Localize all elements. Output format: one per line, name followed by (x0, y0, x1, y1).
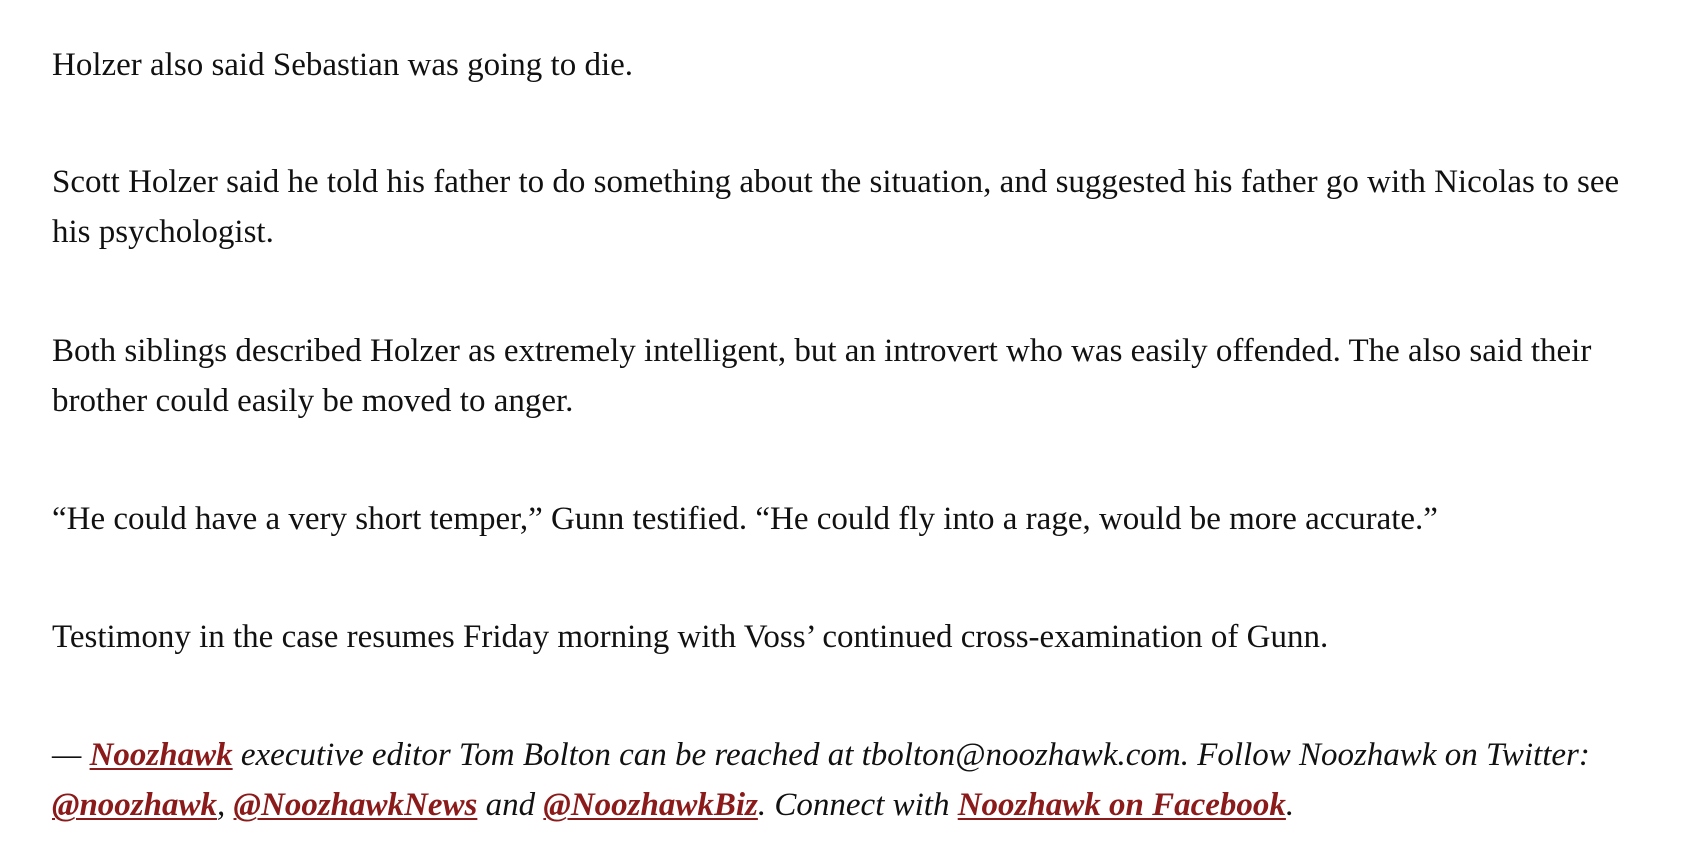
footer-text-2: . Connect with (757, 787, 958, 823)
twitter-noozhawkbiz-link[interactable]: @NoozhawkBiz (543, 787, 758, 823)
twitter-noozhawknews-link[interactable]: @NoozhawkNews (233, 787, 478, 823)
paragraph-3: Both siblings described Holzer as extremely intelligent, but an introvert who was easily offended. The also said their brother could easily be moved to anger. (52, 333, 1592, 419)
footer-separator-1: , (217, 787, 234, 823)
footer-text-1: executive editor Tom Bolton can be reached at tbolton@noozhawk.com. Follow Noozhawk on Twitter: (232, 737, 1590, 773)
paragraph-5: Testimony in the case resumes Friday morning with Voss’ continued cross-examination of Gunn. (52, 619, 1329, 655)
footer-end: . (1285, 787, 1295, 823)
twitter-noozhawk-link[interactable]: @noozhawk (52, 787, 218, 823)
author-footer (52, 730, 1652, 830)
footer-dash: — (52, 737, 90, 773)
paragraph-4: “He could have a very short temper,” Gunn testified. “He could fly into a rage, would be more accurate.” (52, 501, 1438, 537)
facebook-link[interactable]: Noozhawk on Facebook (957, 787, 1286, 823)
paragraph-1: Holzer also said Sebastian was going to die. (52, 47, 634, 83)
paragraph-2: Scott Holzer said he told his father to do something about the situation, and suggested his father go with Nicolas to see his psychologist. (52, 164, 1620, 250)
noozhawk-link[interactable]: Noozhawk (89, 737, 233, 773)
footer-separator-2: and (477, 787, 544, 823)
